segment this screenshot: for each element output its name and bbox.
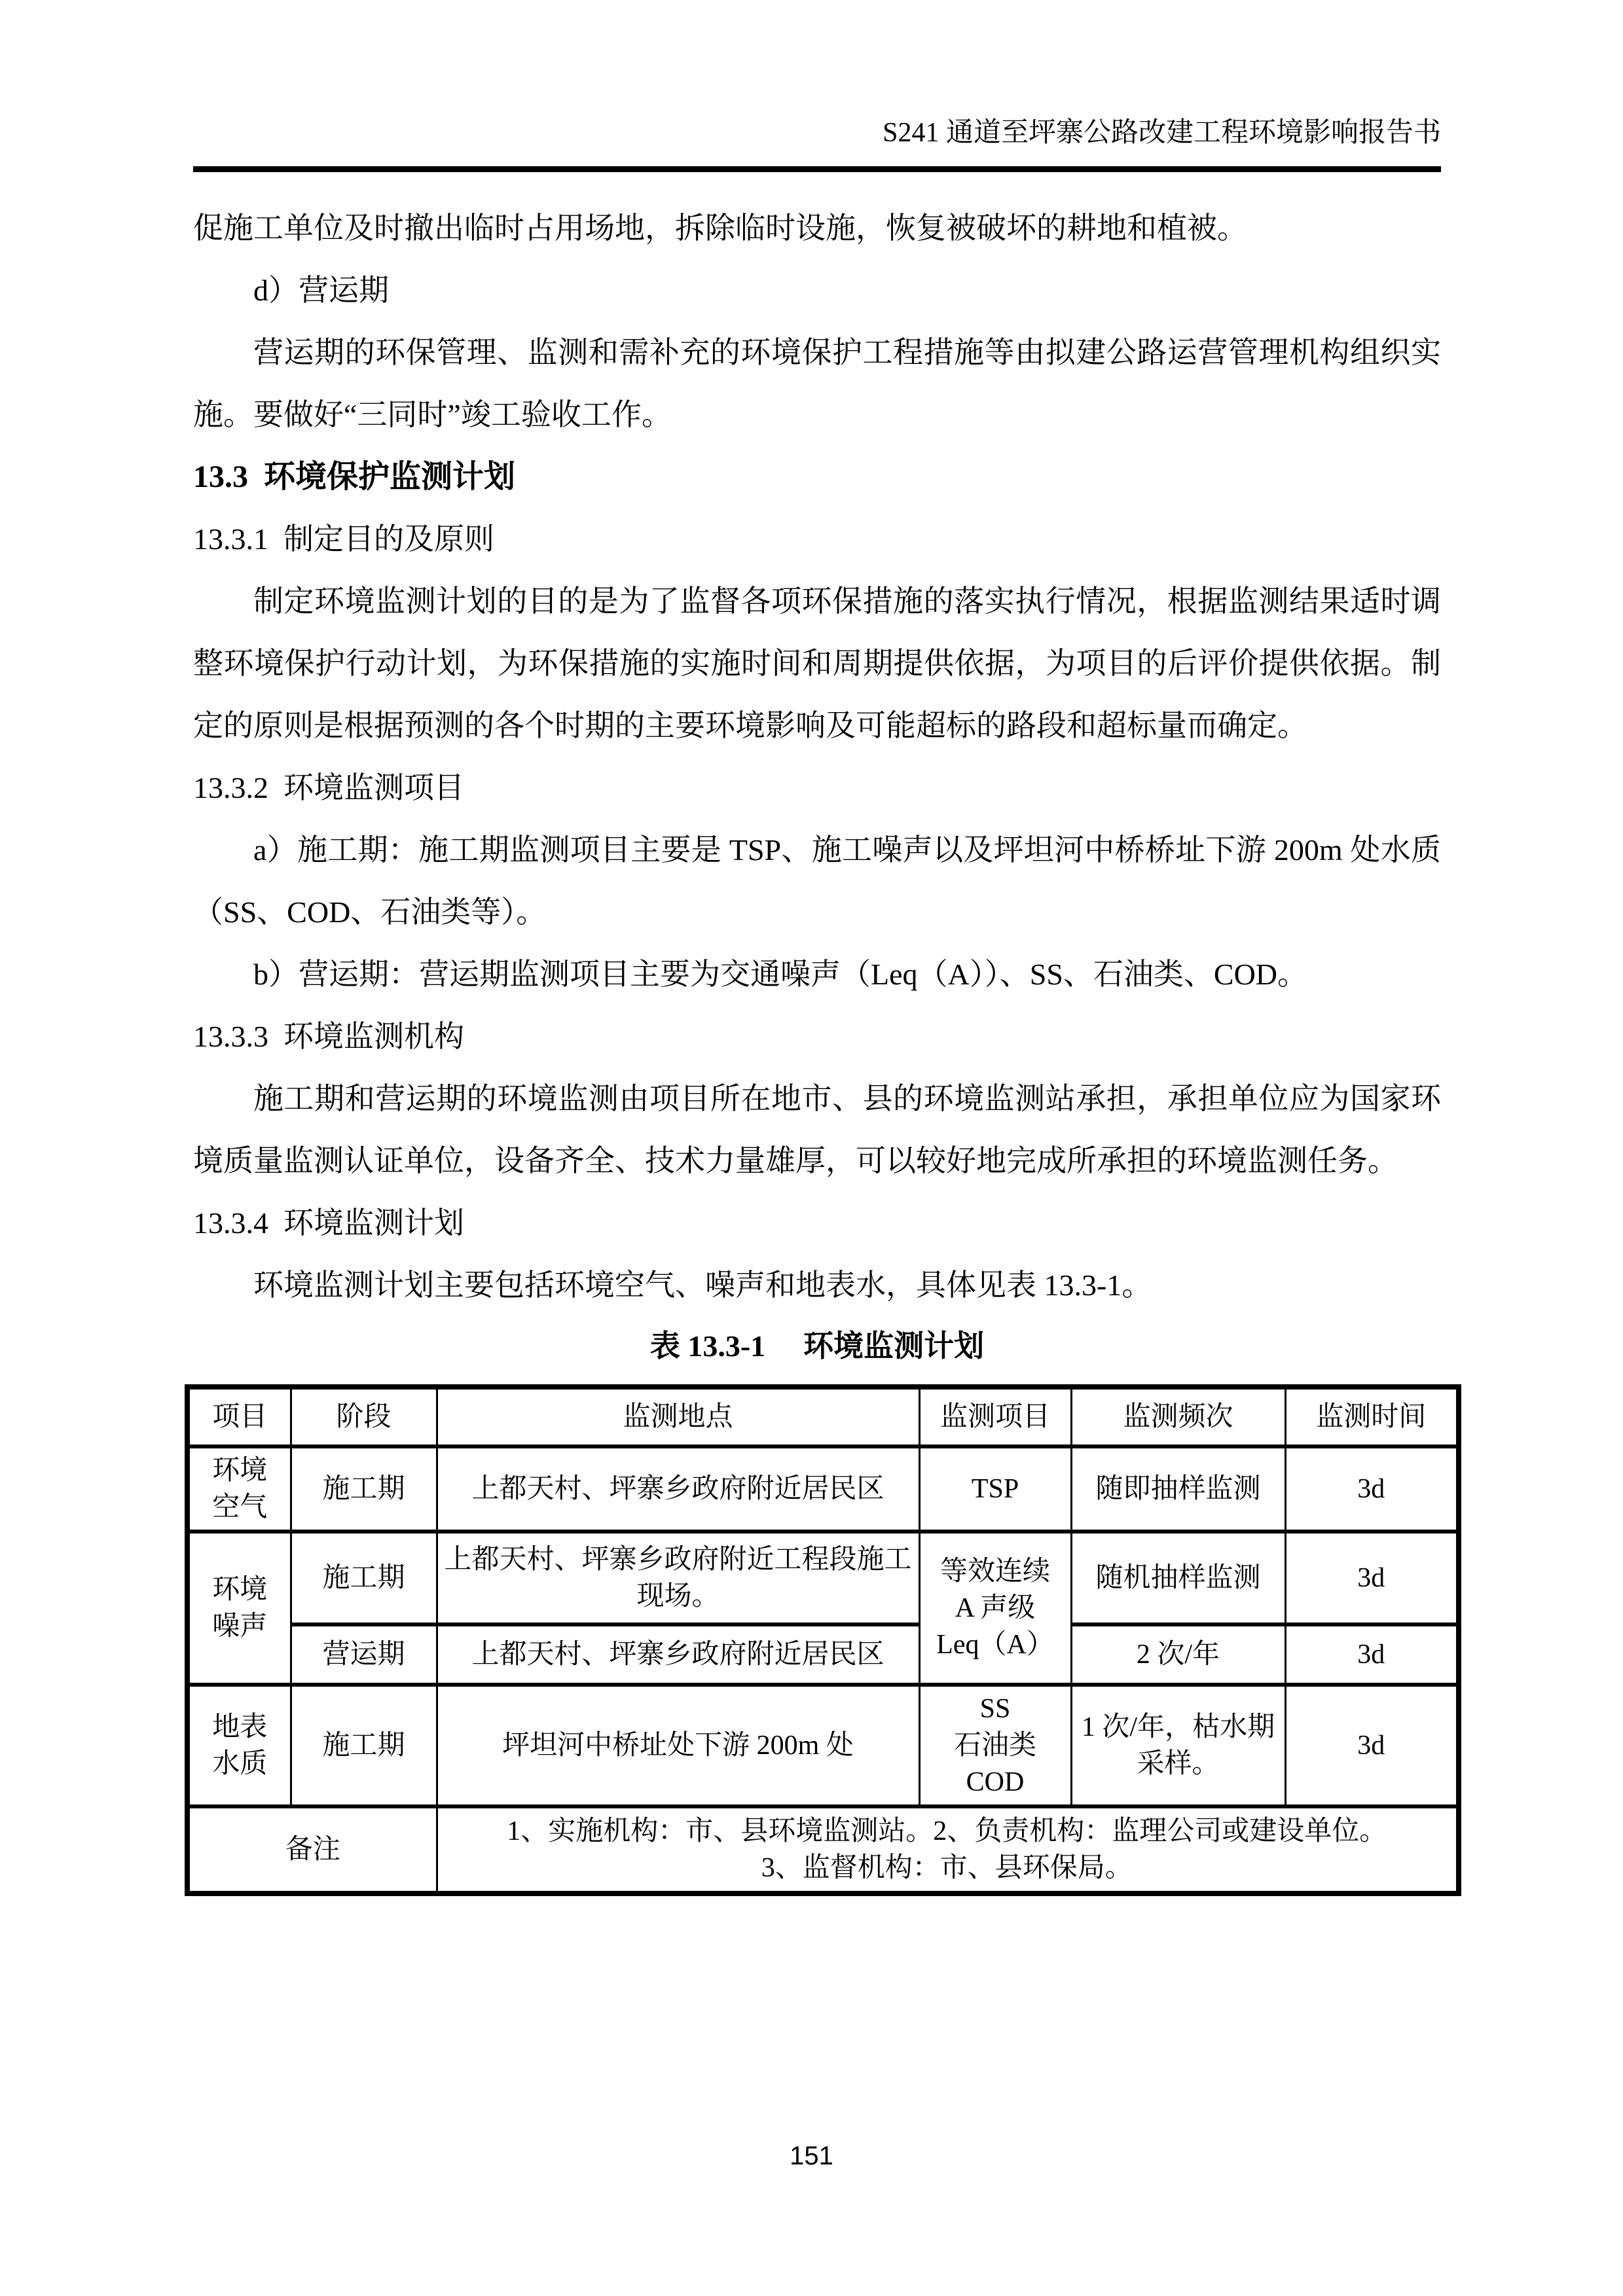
cell-water-param-line1: SS	[979, 1694, 1011, 1724]
paragraph-operation-items: b）营运期：营运期监测项目主要为交通噪声（Leq（A））、SS、石油类、COD。	[253, 958, 1308, 991]
cell-noise-item-line2: 噪声	[212, 1611, 268, 1641]
cell-air-param: TSP	[919, 1446, 1071, 1532]
cell-noise-item	[187, 1532, 291, 1685]
cell-water-item-line2: 水质	[212, 1749, 268, 1779]
cell-water-item	[187, 1685, 291, 1806]
header-cell-item: 项目	[187, 1387, 291, 1446]
section-heading-13-3-4: 13.3.4 环境监测计划	[193, 1206, 464, 1240]
cell-noise-operation-location: 上都天村、坪寨乡政府附近居民区	[437, 1624, 919, 1685]
running-header-title: S241 通道至坪寨公路改建工程环境影响报告书	[883, 118, 1441, 148]
list-item-d-operation: d）营运期	[253, 274, 389, 307]
table-row-noise-construction	[187, 1532, 1459, 1624]
section-heading-13-3-3: 13.3.3 环境监测机构	[193, 1020, 464, 1053]
cell-air-item-line2: 空气	[212, 1492, 268, 1522]
table-row-note	[187, 1806, 1459, 1893]
cell-water-param-line2: 石油类	[953, 1731, 1036, 1761]
cell-noise-operation-stage: 营运期	[291, 1624, 437, 1685]
cell-noise-item-line1: 环境	[212, 1575, 268, 1605]
body-text	[193, 197, 1441, 1316]
section-heading-13-3: 13.3 环境保护监测计划	[193, 459, 516, 494]
paragraph-operation-management: 营运期的环保管理、监测和需补充的环境保护工程措施等由拟建公路运营管理机构组织实施。要做好“三同时”竣工验收工作。	[193, 336, 1441, 431]
header-cell-frequency: 监测频次	[1071, 1387, 1285, 1446]
table-title-text: 环境监测计划	[803, 1329, 985, 1363]
table-row-air	[187, 1446, 1459, 1532]
cell-note-label: 备注	[187, 1806, 437, 1893]
cell-water-stage: 施工期	[291, 1685, 437, 1806]
cell-note-line2: 3、监督机构：市、县环保局。	[761, 1853, 1133, 1883]
cell-air-item-line1: 环境	[212, 1456, 268, 1486]
cell-water-item-line1: 地表	[212, 1712, 268, 1742]
cell-water-frequency: 1 次/年，枯水期采样。	[1071, 1685, 1285, 1806]
cell-noise-construction-duration: 3d	[1285, 1532, 1459, 1624]
running-header	[193, 0, 1441, 172]
cell-noise-param-line3: Leq（A）	[936, 1630, 1054, 1660]
monitoring-table	[185, 1384, 1461, 1896]
cell-air-stage: 施工期	[291, 1446, 437, 1532]
header-cell-stage: 阶段	[291, 1387, 437, 1446]
monitoring-table-wrap	[185, 1384, 1441, 1896]
cell-air-duration: 3d	[1285, 1446, 1459, 1532]
table-header-row	[187, 1387, 1459, 1446]
header-cell-location: 监测地点	[437, 1387, 919, 1446]
cell-note-content	[437, 1806, 1459, 1893]
cell-noise-operation-frequency: 2 次/年	[1071, 1624, 1285, 1685]
cell-air-location: 上都天村、坪寨乡政府附近居民区	[437, 1446, 919, 1532]
paragraph-construction-items: a）施工期：施工期监测项目主要是 TSP、施工噪声以及坪坦河中桥桥址下游 200m 处水质（SS、COD、石油类等）。	[193, 833, 1441, 929]
cell-water-param	[919, 1685, 1071, 1806]
cell-noise-construction-frequency: 随机抽样监测	[1071, 1532, 1285, 1624]
table-row-noise-operation	[187, 1624, 1459, 1685]
cell-water-location: 坪坦河中桥址处下游 200m 处	[437, 1685, 919, 1806]
cell-note-line1: 1、实施机构：市、县环境监测站。2、负责机构：监理公司或建设单位。	[507, 1816, 1387, 1846]
table-title-label: 表 13.3-1	[649, 1329, 766, 1363]
cell-air-item	[187, 1446, 291, 1532]
section-heading-13-3-2: 13.3.2 环境监测项目	[193, 771, 464, 804]
paragraph-monitoring-agency: 施工期和营运期的环境监测由项目所在地市、县的环境监测站承担，承担单位应为国家环境质量监测认证单位，设备齐全、技术力量雄厚，可以较好地完成所承担的环境监测任务。	[193, 1082, 1441, 1177]
paragraph-monitoring-plan: 环境监测计划主要包括环境空气、噪声和地表水，具体见表 13.3-1。	[253, 1268, 1152, 1302]
cell-water-duration: 3d	[1285, 1685, 1459, 1806]
table-title	[193, 1327, 1441, 1366]
table-row-water	[187, 1685, 1459, 1806]
section-heading-13-3-1: 13.3.1 制定目的及原则	[193, 522, 494, 556]
cell-water-param-line3: COD	[966, 1767, 1025, 1797]
header-cell-param: 监测项目	[919, 1387, 1071, 1446]
paragraph-purpose-principle: 制定环境监测计划的目的是为了监督各项环保措施的落实执行情况，根据监测结果适时调整环境保护行动计划，为环保措施的实施时间和周期提供依据，为项目的后评价提供依据。制定的原则是根据预测的各个时期的主要环境影响及可能超标的路段和超标量而确定。	[193, 584, 1441, 742]
cell-noise-construction-stage: 施工期	[291, 1532, 437, 1624]
cell-noise-param	[919, 1532, 1071, 1685]
cell-noise-construction-location: 上都天村、坪寨乡政府附近工程段施工现场。	[437, 1532, 919, 1624]
cell-air-frequency: 随即抽样监测	[1071, 1446, 1285, 1532]
header-cell-duration: 监测时间	[1285, 1387, 1459, 1446]
cell-noise-operation-duration: 3d	[1285, 1624, 1459, 1685]
cell-noise-param-line1: 等效连续	[939, 1556, 1050, 1587]
cell-noise-param-line2: A 声级	[955, 1593, 1036, 1623]
page-number: 151	[790, 2142, 833, 2170]
paragraph-continuation: 促施工单位及时撤出临时占用场地，拆除临时设施，恢复被破坏的耕地和植被。	[193, 211, 1247, 245]
